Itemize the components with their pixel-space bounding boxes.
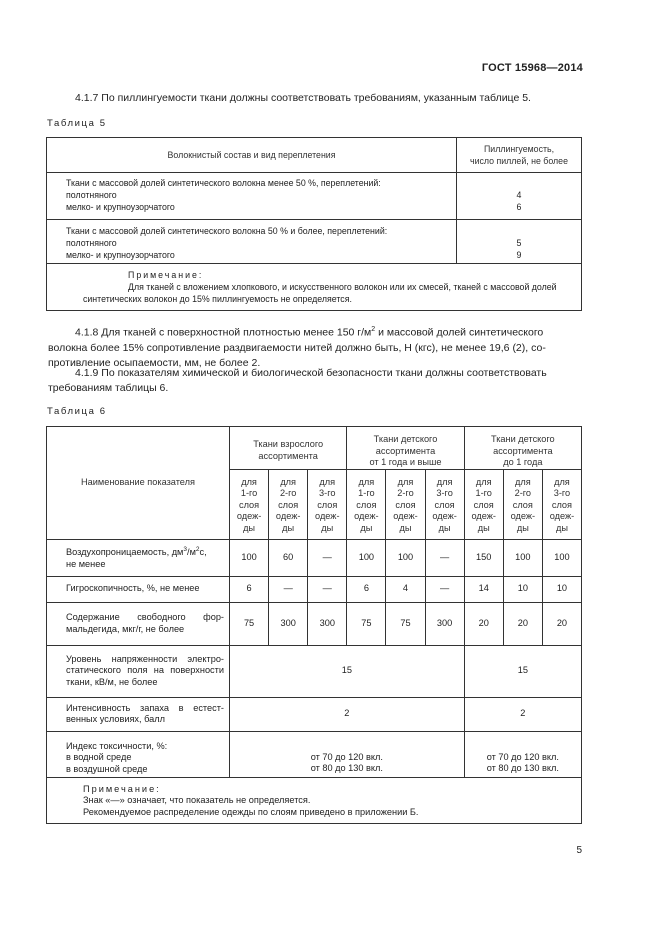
group-text: ассортимента — [258, 450, 318, 461]
cell-value: 6 — [230, 576, 269, 602]
table5-header-pilling — [457, 138, 582, 173]
cell-value: 100 — [542, 539, 581, 576]
cell-value: 100 — [347, 539, 386, 576]
layer-header-2: для 2-го слоя одеж- ды — [269, 469, 308, 539]
table-row — [47, 731, 582, 777]
cell-value: — — [269, 576, 308, 602]
para-text: 4.1.9 По показателям химической и биологической безопасности ткани должны соответствовать — [75, 367, 547, 379]
table6-note-row — [47, 777, 582, 823]
note-title: Примечание: — [128, 270, 204, 280]
cell-value: 14 — [464, 576, 503, 602]
cell-value: 20 — [503, 602, 542, 645]
layer-header-1: для 1-го слоя одеж- ды — [230, 469, 269, 539]
cell-value: — — [308, 539, 347, 576]
para-text: требованиям таблицы 6. — [48, 382, 169, 394]
cell-value: 2 — [464, 697, 581, 731]
cell-value: 100 — [503, 539, 542, 576]
layer-header-2: для 2-го слоя одеж- ды — [503, 469, 542, 539]
cell-value: 20 — [542, 602, 581, 645]
group-text: ассортимента — [493, 445, 553, 456]
superscript: 2 — [371, 326, 376, 333]
cell-value: 15 — [464, 645, 581, 697]
table5-header-pilling-l1: Пиллингуемость, — [483, 144, 555, 154]
paragraph-4-1-8 — [48, 322, 588, 371]
table-row — [47, 173, 582, 220]
cell-value: 300 — [269, 602, 308, 645]
cell-value: 4 — [386, 576, 425, 602]
table6-group-adult — [230, 427, 347, 470]
para-text: и массовой долей синтетического — [375, 326, 544, 339]
note-text: Для тканей с вложением хлопкового, и искусственного волокон или их смесей, тканей с массовой долей — [128, 282, 557, 292]
table5-note-row — [47, 264, 582, 311]
layer-header-3: для 3-го слоя одеж- ды — [308, 469, 347, 539]
cell-value: 4 — [516, 190, 522, 200]
table-row — [47, 697, 582, 731]
table-5 — [46, 137, 582, 311]
cell-value: 6 — [516, 202, 522, 212]
cell-value: 300 — [425, 602, 464, 645]
cell-value: 100 — [230, 539, 269, 576]
cell-value: — — [425, 539, 464, 576]
cell-value: 300 — [308, 602, 347, 645]
paragraph-4-1-7: 4.1.7 По пиллингуемости ткани должны соответствовать требованиям, указанным таблице 5. — [75, 92, 531, 104]
layer-header-3: для 3-го слоя одеж- ды — [425, 469, 464, 539]
layer-header-2: для 2-го слоя одеж- ды — [386, 469, 425, 539]
cell-text: полотняного — [66, 238, 117, 248]
cell-text: Ткани с массовой долей синтетического волокна менее 50 %, переплетений: — [66, 178, 381, 188]
cell-value: 10 — [503, 576, 542, 602]
table5-header-pilling-l2: число пиллей, не более — [470, 156, 568, 166]
para-text: противление осыпаемости, мм, не более 2. — [48, 356, 261, 369]
indicator-name: Гигроскопичность, %, не менее — [47, 576, 230, 602]
cell-value: 2 — [230, 697, 465, 731]
page-number: 5 — [576, 845, 582, 856]
table-row — [47, 645, 582, 697]
cell-value: 15 — [230, 645, 465, 697]
group-text: от 1 года и выше — [369, 457, 442, 467]
group-text: ассортимента — [375, 445, 436, 456]
cell-value: 100 — [386, 539, 425, 576]
table6-group-child-under1 — [464, 427, 581, 470]
cell-text: Ткани с массовой долей синтетического волокна 50 % и более, переплетений: — [66, 226, 388, 236]
indicator-name: Уровень напряженности электро- статического поля на поверхности ткани, кВ/м, не более — [47, 645, 230, 697]
cell-value: 20 — [464, 602, 503, 645]
para-text: волокна более 15% сопротивление раздвигаемости нитей должно быть, Н (кгс), не менее 19,6 (2), со- — [48, 341, 546, 354]
document-code: ГОСТ 15968—2014 — [481, 62, 583, 74]
para-text: 4.1.8 Для тканей с поверхностной плотностью менее 150 г/м — [75, 326, 372, 339]
cell-value: 5 — [516, 238, 522, 248]
cell-value: 150 — [464, 539, 503, 576]
group-text: до 1 года — [503, 457, 543, 467]
table5-header-composition: Волокнистый состав и вид переплетения — [47, 138, 457, 173]
cell-text: полотняного — [66, 190, 117, 200]
cell-value: 6 — [347, 576, 386, 602]
table-6 — [46, 426, 582, 824]
note-text: Рекомендуемое распределение одежды по слоям приведено в приложении Б. — [83, 806, 419, 817]
table6-caption: Таблица 6 — [47, 406, 107, 417]
table-row — [47, 602, 582, 645]
table6-group-child-1plus — [347, 427, 464, 470]
layer-header-1: для 1-го слоя одеж- ды — [347, 469, 386, 539]
cell-value: от 70 до 120 вкл. от 80 до 130 вкл. — [230, 731, 465, 777]
group-text: Ткани детского — [491, 434, 555, 444]
table-row — [47, 539, 582, 576]
cell-value: 10 — [542, 576, 581, 602]
indicator-name: Интенсивность запаха в естест- венных условиях, балл — [47, 697, 230, 731]
cell-value: 60 — [269, 539, 308, 576]
paragraph-4-1-9 — [48, 366, 588, 396]
group-text: Ткани детского — [373, 434, 438, 444]
cell-value: 75 — [386, 602, 425, 645]
cell-value: от 70 до 120 вкл. от 80 до 130 вкл. — [464, 731, 581, 777]
indicator-name: Содержание свободного фор- мальдегида, мкг/г, не более — [47, 602, 230, 645]
cell-value: — — [425, 576, 464, 602]
layer-header-1: для 1-го слоя одеж- ды — [464, 469, 503, 539]
cell-text: мелко- и крупноузорчатого — [66, 202, 175, 212]
note-text: синтетических волокон до 15% пиллингуемость не определяется. — [83, 294, 352, 304]
cell-value: 75 — [347, 602, 386, 645]
note-text: Знак «—» означает, что показатель не определяется. — [83, 795, 311, 805]
table-row — [47, 576, 582, 602]
cell-text: мелко- и крупноузорчатого — [66, 250, 175, 260]
layer-header-3: для 3-го слоя одеж- ды — [542, 469, 581, 539]
note-title: Примечание: — [83, 783, 161, 794]
indicator-name: Воздухопроницаемость, $дм^3/м^2с$, не менее — [47, 539, 230, 576]
table5-caption: Таблица 5 — [47, 118, 107, 129]
group-text: Ткани взрослого — [253, 439, 324, 449]
table-row — [47, 220, 582, 264]
cell-value: 9 — [516, 250, 522, 260]
table6-header-indicator: Наименование показателя — [47, 427, 230, 540]
cell-value: 75 — [230, 602, 269, 645]
cell-value: — — [308, 576, 347, 602]
indicator-name: Индекс токсичности, %: в водной среде в воздушной среде — [47, 731, 230, 777]
